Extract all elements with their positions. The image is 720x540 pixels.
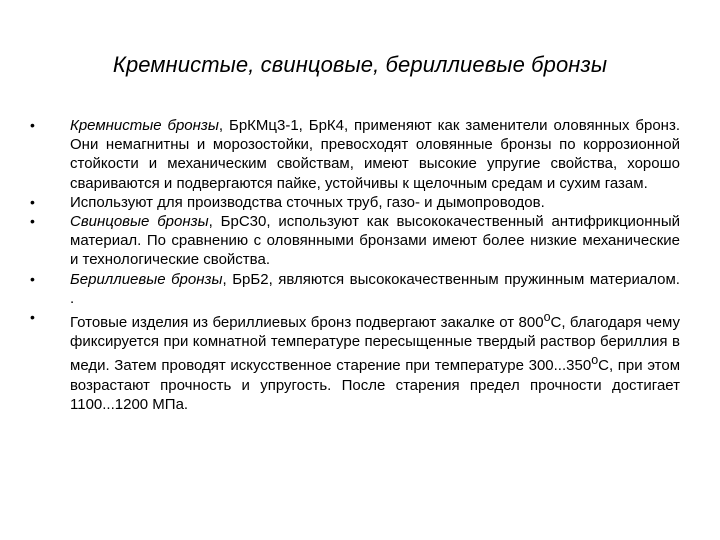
grade-codes: БрБ2 [232, 270, 269, 288]
term-silicon-bronzes: Кремнистые бронзы [70, 117, 219, 134]
grade-codes: БрКМц3-1, БрК4 [228, 117, 344, 134]
list-item [30, 212, 680, 270]
item-text: Используют для производства сточных труб, газо- и дымопроводов. [70, 193, 545, 211]
bullet-icon: • [30, 270, 35, 287]
bullet-icon: • [30, 309, 35, 326]
list-item [30, 270, 680, 308]
item-text: , применяют как заменители оловянных бронз. Они немагнитны и морозостойки, превосходят оловянные бронзы по коррозионной стойкости и механическим свойствам, имеют высокие упругие свойства, хорошо свариваются и подвергаются пайке, устойчивы к щелочным средам и сухим газам. [70, 117, 680, 192]
term-lead-bronzes: Свинцовые бронзы [70, 213, 209, 231]
separator: , [208, 213, 221, 231]
separator: , [222, 270, 233, 288]
item-text: , являются высококачественным пружинным материалом. . [70, 270, 680, 307]
bullet-icon: • [30, 117, 35, 133]
list-item [30, 116, 680, 193]
item-text: , используют как высококачественный антифрикционный материал. По сравнению с оловянными бронзами имеют более низкие механические и технологические свойства. [70, 213, 680, 269]
item-text: Готовые изделия из бериллиевых бронз подвергают закалке от 800 [70, 314, 544, 332]
degree-mark: o [543, 310, 551, 325]
bullet-icon: • [30, 213, 35, 230]
grade-codes: БрС30 [220, 213, 267, 231]
bullet-icon: • [30, 193, 35, 210]
bullet-list [30, 116, 680, 414]
item-text: С, при этом возрастают прочность и упругость. После старения предел прочности достигает 1100...1200 МПа. [70, 357, 681, 413]
list-item [30, 308, 680, 414]
item-text: С, благодаря чему фиксируется при комнатной температуре пересыщенные твердый раствор бериллия в меди. Затем проводят искусственное старение при температуре 300...350 [70, 314, 680, 375]
list-item [30, 193, 680, 212]
slide-title: Кремнистые, свинцовые, бериллиевые бронзы [112, 52, 608, 77]
degree-mark: o [591, 353, 599, 368]
term-beryllium-bronzes: Бериллиевые бронзы [70, 270, 223, 288]
separator: , [218, 117, 229, 134]
